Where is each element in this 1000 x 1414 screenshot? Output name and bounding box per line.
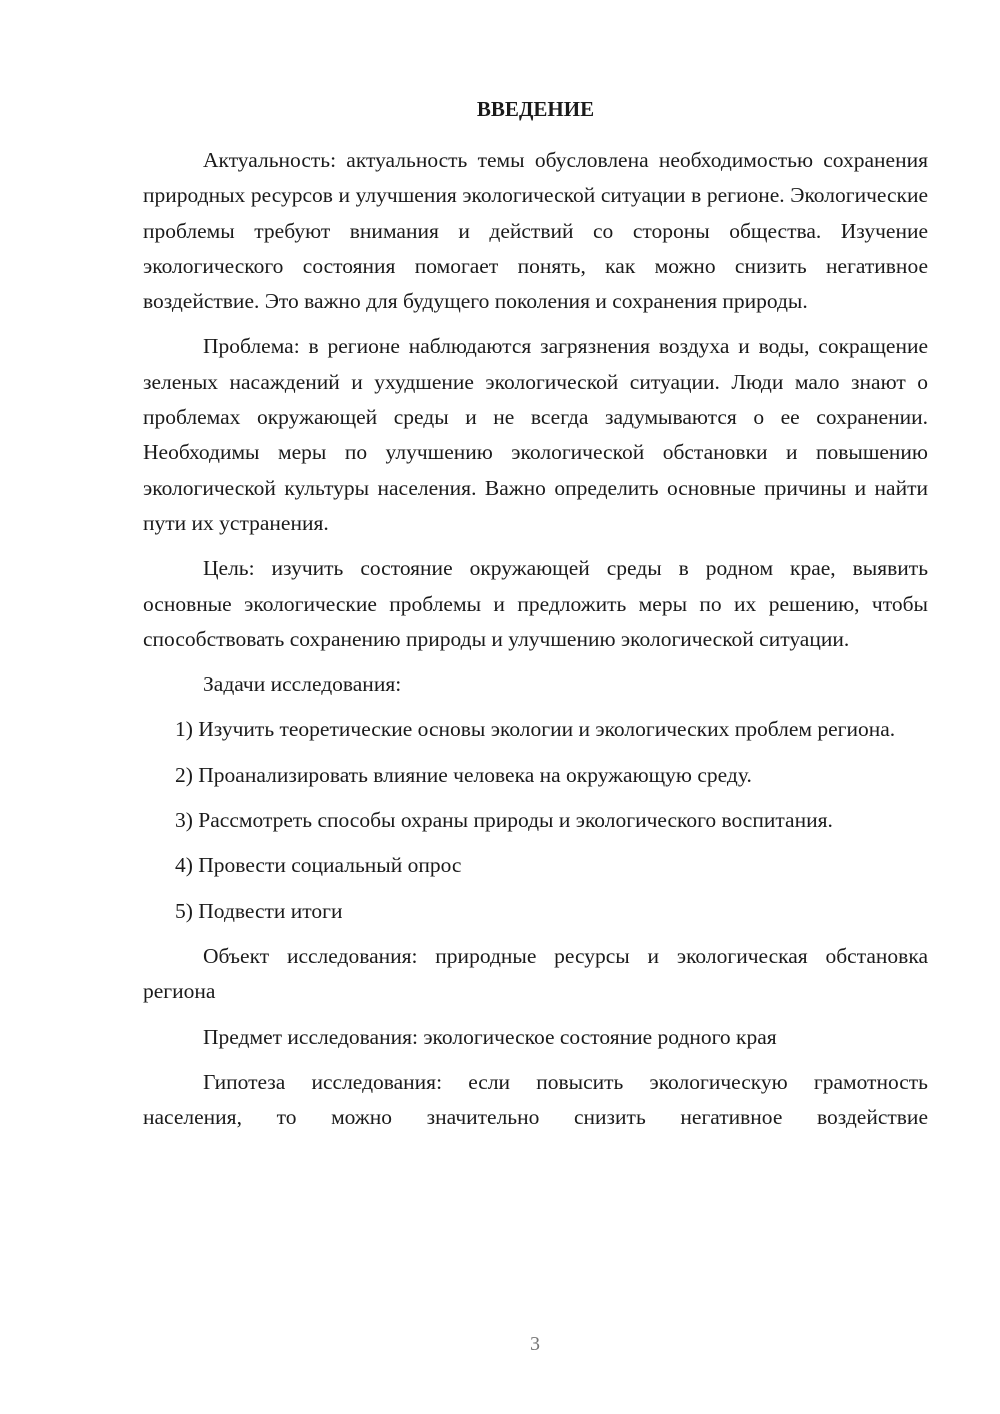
paragraph-subject: Предмет исследования: экологическое состояние родного края	[203, 1024, 777, 1049]
page-title: ВВЕДЕНИЕ	[476, 97, 595, 121]
task-item: 3) Рассмотреть способы охраны природы и экологического воспитания.	[175, 808, 833, 833]
tasks-heading: Задачи исследования:	[203, 672, 402, 697]
page-number: 3	[530, 1333, 540, 1355]
task-item: 5) Подвести итоги	[175, 898, 343, 923]
task-item: 1) Изучить теоретические основы экологии и экологических проблем региона.	[175, 717, 896, 742]
paragraph-problem: Проблема: в регионе наблюдаются загрязнения воздуха и воды, сокращение зеленых насаждений и ухудшение экологической ситуации. Люди мало знают о проблемах окружающей среды и не всегда задумываются о ее сохранении. Необходимы меры по улучшению экологической обстановки и повышению экологической культуры населения. Важно определить основные причины и найти пути их устранения.	[143, 334, 928, 535]
paragraph-relevance: Актуальность: актуальность темы обусловлена необходимостью сохранения природных ресурсов и улучшения экологической ситуации в регионе. Экологические проблемы требуют внимания и действий со стороны общества. Изучение экологического состояния помогает понять, как можно снизить негативное воздействие. Это важно для будущего поколения и сохранения природы.	[143, 148, 928, 314]
paragraph-hypothesis: Гипотеза исследования: если повысить экологическую грамотность населения, то можно значительно снизить негативное воздействие	[143, 1069, 928, 1130]
paragraph-goal: Цель: изучить состояние окружающей среды в родном крае, выявить основные экологические проблемы и предложить меры по их решению, чтобы способствовать сохранению природы и улучшению экологической ситуации.	[143, 556, 928, 651]
document-page	[143, 92, 928, 1135]
task-item: 2) Проанализировать влияние человека на окружающую среду.	[175, 762, 752, 787]
task-item: 4) Провести социальный опрос	[175, 853, 462, 878]
paragraph-object: Объект исследования: природные ресурсы и экологическая обстановка региона	[143, 943, 928, 1004]
